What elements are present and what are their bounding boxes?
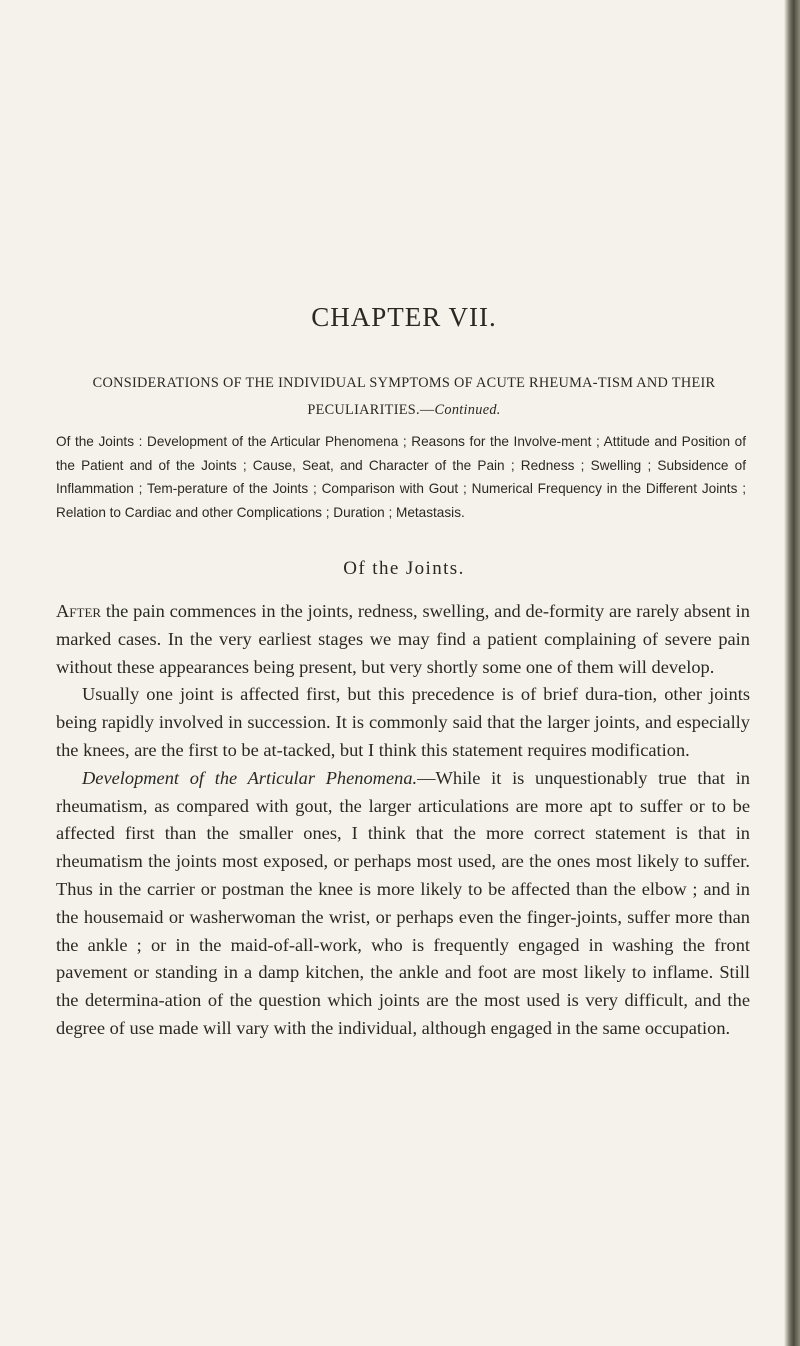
section-heading-continued: Continued.: [434, 402, 501, 418]
paragraph-3: [56, 765, 750, 1043]
page-edge-shadow: [784, 0, 800, 1346]
paragraph-1-text: the pain commences in the joints, redness, swelling, and de-formity are rarely absent in marked cases. In the very earliest stages we may find a patient complaining of severe pain without these appearances being present, but very shortly some one of them will develop.: [56, 601, 750, 677]
chapter-title: CHAPTER VII.: [311, 302, 497, 332]
subsection-heading: Of the Joints.: [343, 558, 465, 579]
paragraph-3-lead: Development of the Articular Phenomena.: [82, 767, 418, 788]
body-text: [56, 598, 750, 1043]
paragraph-1: [56, 598, 750, 681]
section-heading-text: CONSIDERATIONS OF THE INDIVIDUAL SYMPTOMS OF ACUTE RHEUMA-TISM AND THEIR PECULIARITIES.—: [92, 375, 716, 418]
paragraph-1-lead: After: [56, 601, 102, 621]
paragraph-3-text: —While it is unquestionably true that in rheumatism, as compared with gout, the larger articulations are more apt to suffer or to be affected first than the smaller ones, I think that the more correct statement is that in rheumatism the joints most exposed, or perhaps most used, are the ones most likely to suffer. Thus in the carrier or postman the knee is more likely to be affected than the elbow ; and in the housemaid or washerwoman the wrist, or perhaps even the finger-joints, suffer more than the ankle ; or in the maid-of-all-work, who is frequently engaged in washing the front pavement or standing in a damp kitchen, the ankle and foot are most likely to inflame. Still the determina-ation of the question which joints are the most used is very difficult, and the degree of use made will vary with the individual, although engaged in the same occupation.: [56, 767, 750, 1038]
paragraph-2: Usually one joint is affected first, but this precedence is of brief dura-tion, other joints being rapidly involved in succession. It is commonly said that the larger joints, and especially the knees, are the first to be at-tacked, but I think this statement requires modification.: [56, 684, 750, 760]
section-heading: [56, 370, 752, 424]
chapter-summary: Of the Joints : Development of the Articular Phenomena ; Reasons for the Involve-ment ; Attitude and Position of the Patient and of the Joints ; Cause, Seat, and Character of the Pain ; Redness ; Swelling ; Subsidence of Inflammation ; Tem-perature of the Joints ; Comparison with Gout ; Numerical Frequency in the Different Joints ; Relation to Cardiac and other Complications ; Duration ; Metastasis.: [56, 434, 746, 520]
